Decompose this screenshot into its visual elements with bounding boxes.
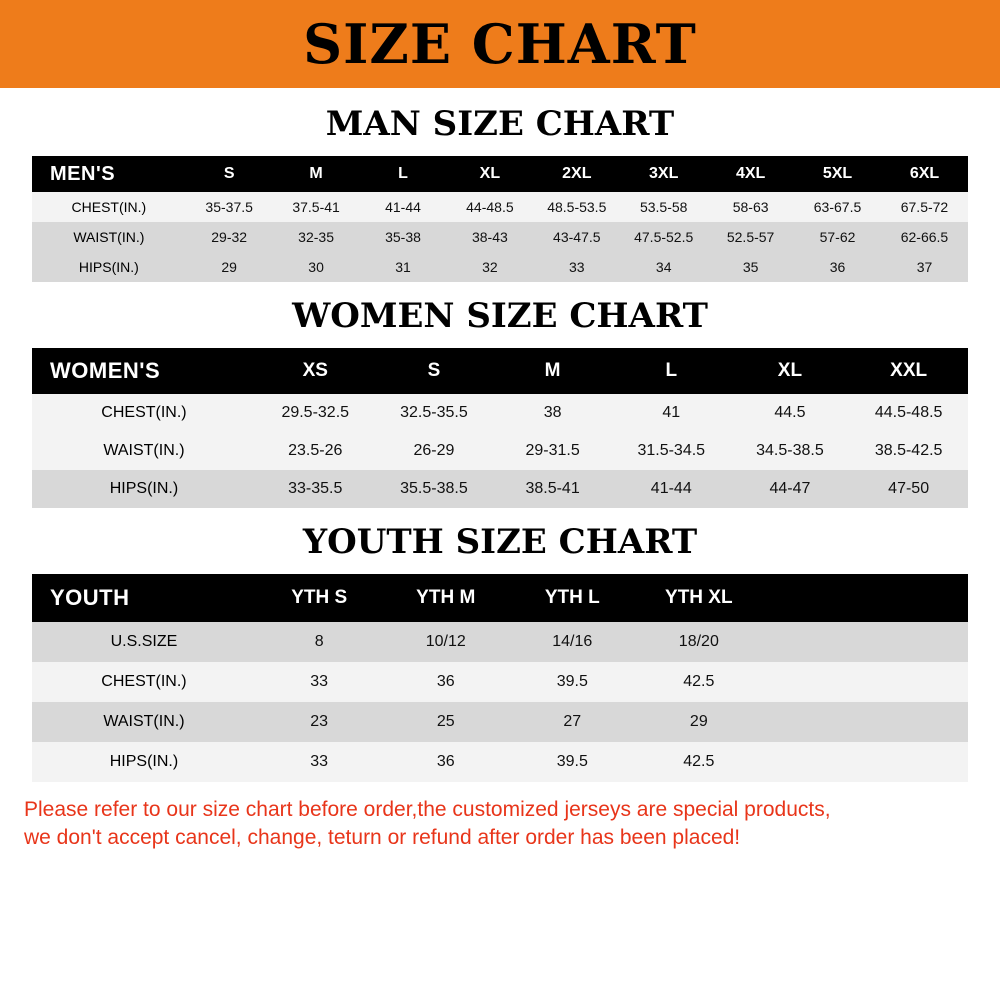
women-r0-c0: 29.5-32.5	[256, 394, 375, 432]
women-col-2: M	[493, 348, 612, 394]
women-r2-c5: 47-50	[849, 470, 968, 508]
women-r2-c1: 35.5-38.5	[375, 470, 494, 508]
women-r0-c3: 41	[612, 394, 731, 432]
youth-row-1-label: CHEST(IN.)	[32, 662, 256, 702]
men-header-row	[32, 156, 968, 192]
men-col-4: 2XL	[533, 156, 620, 192]
table-row	[32, 742, 968, 782]
youth-row-3-label: HIPS(IN.)	[32, 742, 256, 782]
men-table-wrap	[0, 156, 1000, 282]
women-r2-c0: 33-35.5	[256, 470, 375, 508]
men-col-1: M	[273, 156, 360, 192]
women-table-body	[32, 394, 968, 508]
men-row-1-label: WAIST(IN.)	[32, 222, 186, 252]
youth-r1-spacer	[762, 662, 968, 702]
youth-r0-c1: 10/12	[382, 622, 509, 662]
youth-table-wrap	[0, 574, 1000, 782]
men-col-7: 5XL	[794, 156, 881, 192]
youth-col-2: YTH L	[509, 574, 636, 622]
men-section-title: MAN SIZE CHART	[325, 104, 675, 144]
youth-section-title: YOUTH SIZE CHART	[302, 522, 698, 562]
women-row-2-label: HIPS(IN.)	[32, 470, 256, 508]
women-col-0: XS	[256, 348, 375, 394]
women-r1-c4: 34.5-38.5	[731, 432, 850, 470]
women-r1-c5: 38.5-42.5	[849, 432, 968, 470]
youth-r2-c0: 23	[256, 702, 383, 742]
table-row	[32, 432, 968, 470]
women-r2-c2: 38.5-41	[493, 470, 612, 508]
men-r2-c8: 37	[881, 252, 968, 282]
men-r2-c3: 32	[446, 252, 533, 282]
men-table-body	[32, 192, 968, 282]
women-row-1-label: WAIST(IN.)	[32, 432, 256, 470]
men-r2-c4: 33	[533, 252, 620, 282]
men-row-2-label: HIPS(IN.)	[32, 252, 186, 282]
women-r0-c1: 32.5-35.5	[375, 394, 494, 432]
women-r1-c1: 26-29	[375, 432, 494, 470]
women-r1-c3: 31.5-34.5	[612, 432, 731, 470]
youth-table-head	[32, 574, 968, 622]
men-size-table	[32, 156, 968, 282]
youth-r1-c3: 42.5	[636, 662, 763, 702]
youth-r1-c2: 39.5	[509, 662, 636, 702]
men-r0-c8: 67.5-72	[881, 192, 968, 222]
men-r1-c1: 32-35	[273, 222, 360, 252]
women-col-1: S	[375, 348, 494, 394]
men-r0-c6: 58-63	[707, 192, 794, 222]
men-col-5: 3XL	[620, 156, 707, 192]
men-r0-c7: 63-67.5	[794, 192, 881, 222]
youth-size-table	[32, 574, 968, 782]
table-row	[32, 252, 968, 282]
youth-row-0-label: U.S.SIZE	[32, 622, 256, 662]
youth-r3-spacer	[762, 742, 968, 782]
men-col-0: S	[186, 156, 273, 192]
table-row	[32, 702, 968, 742]
men-r1-c2: 35-38	[360, 222, 447, 252]
women-col-4: XL	[731, 348, 850, 394]
men-r0-c3: 44-48.5	[446, 192, 533, 222]
men-r1-c6: 52.5-57	[707, 222, 794, 252]
men-corner-label: MEN'S	[32, 156, 186, 192]
footer-note	[0, 782, 1000, 853]
table-row	[32, 222, 968, 252]
table-row	[32, 470, 968, 508]
table-row	[32, 192, 968, 222]
page-title: SIZE CHART	[303, 12, 697, 76]
women-corner-label: WOMEN'S	[32, 348, 256, 394]
youth-r2-c3: 29	[636, 702, 763, 742]
youth-r3-c0: 33	[256, 742, 383, 782]
men-r1-c4: 43-47.5	[533, 222, 620, 252]
youth-r2-c1: 25	[382, 702, 509, 742]
men-r1-c5: 47.5-52.5	[620, 222, 707, 252]
men-col-6: 4XL	[707, 156, 794, 192]
youth-r3-c2: 39.5	[509, 742, 636, 782]
youth-r0-spacer	[762, 622, 968, 662]
youth-row-2-label: WAIST(IN.)	[32, 702, 256, 742]
women-r0-c2: 38	[493, 394, 612, 432]
men-col-3: XL	[446, 156, 533, 192]
men-r0-c1: 37.5-41	[273, 192, 360, 222]
women-r2-c4: 44-47	[731, 470, 850, 508]
women-table-wrap	[0, 348, 1000, 508]
men-r2-c2: 31	[360, 252, 447, 282]
table-row	[32, 622, 968, 662]
women-size-table	[32, 348, 968, 508]
youth-col-spacer	[762, 574, 968, 622]
women-section-title: WOMEN SIZE CHART	[292, 296, 708, 336]
men-r2-c1: 30	[273, 252, 360, 282]
women-r2-c3: 41-44	[612, 470, 731, 508]
men-table-head	[32, 156, 968, 192]
youth-r1-c1: 36	[382, 662, 509, 702]
youth-r3-c3: 42.5	[636, 742, 763, 782]
youth-r0-c2: 14/16	[509, 622, 636, 662]
men-r2-c5: 34	[620, 252, 707, 282]
women-r0-c4: 44.5	[731, 394, 850, 432]
youth-r1-c0: 33	[256, 662, 383, 702]
youth-r3-c1: 36	[382, 742, 509, 782]
men-r0-c5: 53.5-58	[620, 192, 707, 222]
youth-table-body	[32, 622, 968, 782]
header-banner	[0, 0, 1000, 90]
youth-col-1: YTH M	[382, 574, 509, 622]
men-r1-c8: 62-66.5	[881, 222, 968, 252]
men-col-2: L	[360, 156, 447, 192]
men-r0-c4: 48.5-53.5	[533, 192, 620, 222]
footer-note-line-2: we don't accept cancel, change, teturn or refund after order has been placed!	[24, 826, 741, 850]
men-r1-c0: 29-32	[186, 222, 273, 252]
women-header-row	[32, 348, 968, 394]
women-table-head	[32, 348, 968, 394]
youth-r0-c0: 8	[256, 622, 383, 662]
men-col-8: 6XL	[881, 156, 968, 192]
women-col-3: L	[612, 348, 731, 394]
men-r2-c0: 29	[186, 252, 273, 282]
youth-header-row	[32, 574, 968, 622]
men-row-0-label: CHEST(IN.)	[32, 192, 186, 222]
women-r1-c2: 29-31.5	[493, 432, 612, 470]
men-r0-c0: 35-37.5	[186, 192, 273, 222]
youth-r2-spacer	[762, 702, 968, 742]
footer-note-line-1: Please refer to our size chart before order,the customized jerseys are special products,	[24, 798, 831, 821]
men-r2-c7: 36	[794, 252, 881, 282]
youth-col-0: YTH S	[256, 574, 383, 622]
youth-col-3: YTH XL	[636, 574, 763, 622]
youth-r0-c3: 18/20	[636, 622, 763, 662]
men-r1-c3: 38-43	[446, 222, 533, 252]
men-r0-c2: 41-44	[360, 192, 447, 222]
men-r2-c6: 35	[707, 252, 794, 282]
youth-corner-label: YOUTH	[32, 574, 256, 622]
table-row	[32, 662, 968, 702]
men-r1-c7: 57-62	[794, 222, 881, 252]
women-r1-c0: 23.5-26	[256, 432, 375, 470]
women-r0-c5: 44.5-48.5	[849, 394, 968, 432]
women-row-0-label: CHEST(IN.)	[32, 394, 256, 432]
youth-r2-c2: 27	[509, 702, 636, 742]
women-col-5: XXL	[849, 348, 968, 394]
table-row	[32, 394, 968, 432]
